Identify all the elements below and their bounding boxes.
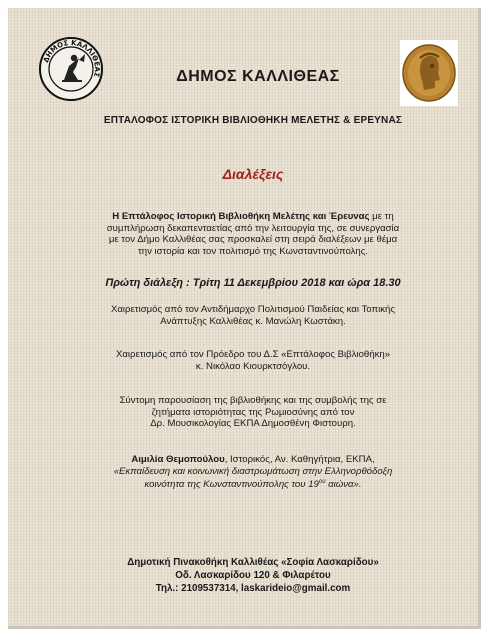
- greeting-deputy-mayor: [28, 304, 478, 327]
- library-org-name: Η Επτάλοφος Ιστορική Βιβλιοθήκη Μελέτης και Έρευνας: [112, 211, 370, 222]
- venue-contact: Τηλ.: 2109537314, laskarideio@gmail.com: [155, 583, 351, 594]
- library-presentation: [28, 395, 478, 430]
- presentation-line-2: ζητήματα ιστοριότητας της Ρωμιοσύνης από τον: [151, 406, 355, 418]
- greeting1-line-1: Χαιρετισμός από τον Αντιδήμαρχο Πολιτισμού Παιδείας και Τοπικής: [110, 304, 395, 315]
- lectures-title: Διαλέξεις: [222, 166, 284, 182]
- intro-line-1-rest: με τη: [369, 211, 394, 222]
- venue-footer: [28, 556, 478, 595]
- talk-title-superscript: ου: [318, 479, 326, 486]
- speaker-details: , Ιστορικός, Αν. Καθηγήτρια, ΕΚΠΑ,: [224, 454, 375, 465]
- intro-line-1: [28, 211, 478, 223]
- greeting2-line-1: Χαιρετισμός από τον Πρόεδρο του Δ.Σ «Επτάλοφος Βιβλιοθήκη»: [115, 349, 391, 360]
- presentation-line-3: Δρ. Μουσικολογίας ΕΚΠΑ Δημοσθένη Φιστουρη.: [150, 418, 356, 430]
- municipality-seal-logo: [38, 36, 104, 102]
- byzantine-coin-image: [400, 40, 458, 106]
- speaker-name: Αιμιλία Θεμοπούλου: [131, 454, 225, 465]
- municipality-title: ΔΗΜΟΣ ΚΑΛΛΙΘΕΑΣ: [176, 68, 340, 85]
- greeting1-line-2: Ανάπτυξης Καλλιθέας κ. Μανώλη Κωστάκη.: [160, 315, 346, 327]
- library-name: ΕΠΤΑΛΟΦΟΣ ΙΣΤΟΡΙΚΗ ΒΙΒΛΙΟΘΗΚΗ ΜΕΛΕΤΗΣ & ΕΡΕΥΝΑΣ: [103, 115, 403, 126]
- intro-line-3: με τον Δήμο Καλλιθέας σας προσκαλεί στη σειρά διαλέξεων με θέμα: [108, 234, 398, 246]
- speaker-line-1: [28, 454, 478, 466]
- main-speaker: [28, 454, 478, 491]
- talk-title-line-1: «Εκπαίδευση και κοινωνική διαστρωμάτωση στην Ελληνορθόδοξη: [113, 465, 393, 477]
- venue-address: Οδ. Λασκαρίδου 120 & Φιλαρέτου: [175, 570, 331, 581]
- talk-title-line-2: [28, 477, 478, 491]
- greeting2-line-2: κ. Νικόλαο Κιουρκτσόγλου.: [195, 360, 311, 372]
- intro-paragraph: [28, 211, 478, 257]
- seal-text: ΔΗΜΟΣ ΚΑΛΛΙΘΕΑΣ: [42, 38, 102, 78]
- invitation-sheet: [8, 8, 481, 629]
- presentation-line-1: Σύντομη παρουσίαση της βιβλιοθήκης και της συμβολής της σε: [119, 395, 387, 406]
- intro-line-4: την ιστορία και τον πολιτισμό της Κωνσταντινούπολης.: [137, 245, 369, 257]
- venue-name: Δημοτική Πινακοθήκη Καλλιθέας «Σοφία Λασκαρίδου»: [127, 557, 379, 568]
- first-lecture-date: Πρώτη διάλεξη : Τρίτη 11 Δεκεμβρίου 2018 και ώρα 18.30: [105, 277, 401, 289]
- greeting-president: [28, 349, 478, 372]
- talk-title-line-2b: αιώνα».: [325, 479, 362, 491]
- intro-line-2: συμπλήρωση δεκαπενταετίας από την λειτουργία της, σε συνεργασία: [106, 222, 400, 234]
- talk-title-line-2a: κοινότητα της Κωνσταντινούπολης του 19: [144, 479, 319, 491]
